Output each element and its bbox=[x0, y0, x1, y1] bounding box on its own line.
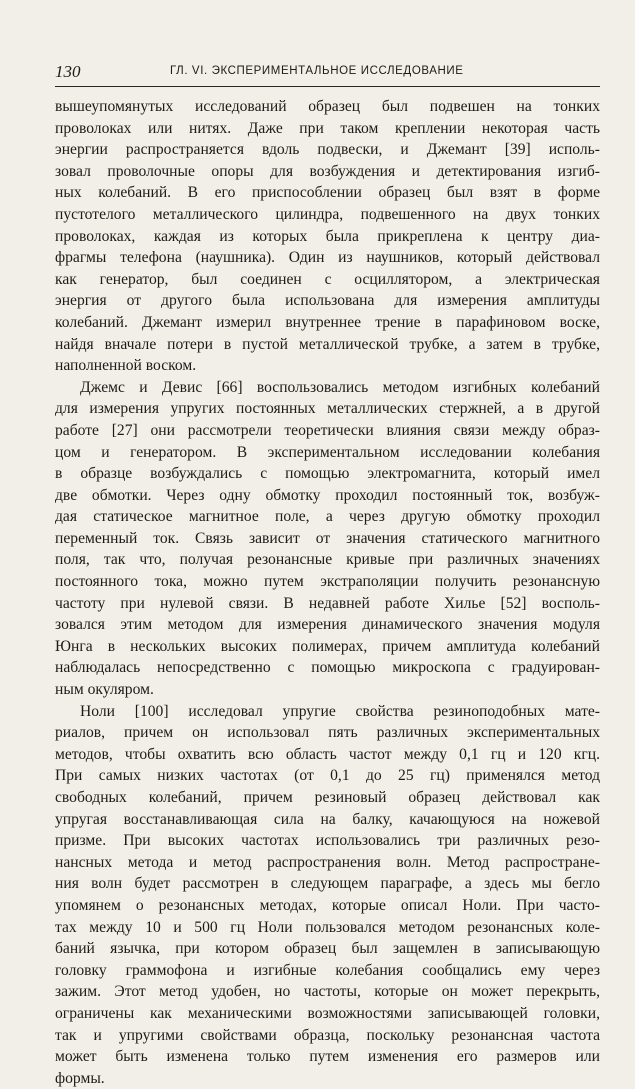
text-line: для измерения упругих постоянных металлических стержней, а в другой bbox=[55, 400, 600, 418]
text-line: энергия от другого была использована для измерения амплитуды bbox=[55, 292, 600, 310]
text-line: может быть изменена только путем изменения его размеров или bbox=[55, 1048, 600, 1066]
text-line: ным окуляром. bbox=[55, 681, 154, 699]
text-line: фрагмы телефона (наушника). Один из наушников, который действовал bbox=[55, 249, 600, 267]
text-line: работе [27] они рассмотрели теоретически влияния связи между образ- bbox=[55, 421, 600, 439]
text-line: головку граммофона и изгибные колебания сообщались ему через bbox=[55, 961, 600, 979]
text-line: Юнга в нескольких высоких полимерах, причем амплитуда колебаний bbox=[55, 637, 600, 655]
text-line: тах между 10 и 500 гц Ноли пользовался методом резонансных коле- bbox=[55, 918, 600, 936]
text-line: переменный ток. Связь зависит от значения статического магнитного bbox=[55, 529, 600, 547]
text-line: так и упругими свойствами образца, поскольку резонансная частота bbox=[55, 1026, 600, 1044]
text-line: наблюдалась непосредственно с помощью микроскопа с градуирован- bbox=[55, 659, 600, 677]
text-line: постоянного тока, можно путем экстраполяции получить резонансную bbox=[55, 573, 600, 591]
paragraph bbox=[55, 96, 600, 377]
text-line: проволоках или нитях. Даже при таком креплении некоторая часть bbox=[55, 119, 600, 137]
text-line: Ноли [100] исследовал упругие свойства резиноподобных мате- bbox=[80, 702, 600, 720]
text-line: в образце возбуждались с помощью электромагнита, который имел bbox=[55, 465, 600, 483]
body-text bbox=[55, 96, 600, 1089]
text-line: ных колебаний. В его приспособлении образец был взят в форме bbox=[55, 184, 600, 202]
text-line: проволоках, каждая из которых была прикреплена к центру диа- bbox=[55, 227, 600, 245]
page-number: 130 bbox=[55, 62, 81, 81]
text-line: баний язычка, при котором образец был защемлен в записывающую bbox=[55, 940, 600, 958]
text-line: зовал проволочные опоры для возбуждения и детектирования изгиб- bbox=[55, 162, 600, 180]
text-line: поля, так что, получая резонансные кривые при различных значениях bbox=[55, 551, 600, 569]
text-line: две обмотки. Через одну обмотку проходил постоянный ток, возбуж- bbox=[55, 486, 600, 504]
text-line: свободных колебаний, причем резиновый образец действовал как bbox=[55, 789, 600, 806]
text-line: ния волн будет рассмотрен в следующем параграфе, а здесь мы бегло bbox=[55, 875, 600, 893]
page-header bbox=[55, 62, 600, 84]
text-line: формы. bbox=[55, 1069, 105, 1087]
text-line: призме. При высоких частотах использовались три различных резо- bbox=[55, 832, 600, 850]
text-line: наполненной воском. bbox=[55, 357, 197, 375]
text-line: методов, чтобы охватить всю область частот между 0,1 гц и 120 кгц. bbox=[55, 745, 600, 763]
running-title: ГЛ. VI. ЭКСПЕРИМЕНТАЛЬНОЕ ИССЛЕДОВАНИЕ bbox=[170, 65, 464, 77]
text-line: ограничены как механическими возможностями записывающей головки, bbox=[55, 1004, 600, 1022]
text-line: риалов, причем он использовал пять различных экспериментальных bbox=[55, 724, 600, 742]
header-rule bbox=[55, 86, 600, 87]
text-line: упомянем о резонансных методах, которые описал Ноли. При часто- bbox=[55, 896, 600, 914]
text-line: упругая восстанавливающая сила на балку, качающуюся на ножевой bbox=[55, 810, 600, 828]
text-line: вышеупомянутых исследований образец был подвешен на тонких bbox=[55, 98, 600, 115]
text-line: энергии распространяется вдоль подвески, и Джемант [39] исполь- bbox=[55, 141, 600, 159]
paragraph bbox=[55, 377, 600, 701]
paragraph bbox=[55, 701, 600, 1089]
text-line: зовался этим методом для измерения динамического значения модуля bbox=[55, 616, 600, 634]
text-line: зажим. Этот метод удобен, но частоты, которые он может перекрыть, bbox=[55, 983, 600, 1001]
text-line: колебаний. Джемант измерил внутреннее трение в парафиновом воске, bbox=[55, 313, 600, 331]
text-line: При самых низких частотах (от 0,1 до 25 гц) применялся метод bbox=[55, 767, 600, 785]
text-line: нансных метода и метод распространения волн. Метод распростране- bbox=[55, 853, 600, 871]
text-line: найдя вначале потери в пустой металлической трубке, а затем в трубке, bbox=[55, 335, 600, 353]
text-line: как генератор, был соединен с осциллятором, а электрическая bbox=[55, 270, 600, 288]
text-line: цом и генератором. В экспериментальном исследовании колебания bbox=[55, 443, 600, 461]
text-line: частоту при нулевой связи. В недавней работе Хилье [52] восполь- bbox=[55, 594, 600, 612]
text-line: пустотелого металлического цилиндра, подвешенного на двух тонких bbox=[55, 205, 600, 223]
text-line: Джемс и Девис [66] воспользовались методом изгибных колебаний bbox=[80, 378, 600, 396]
text-line: дая статическое магнитное поле, а через другую обмотку проходил bbox=[55, 508, 600, 526]
